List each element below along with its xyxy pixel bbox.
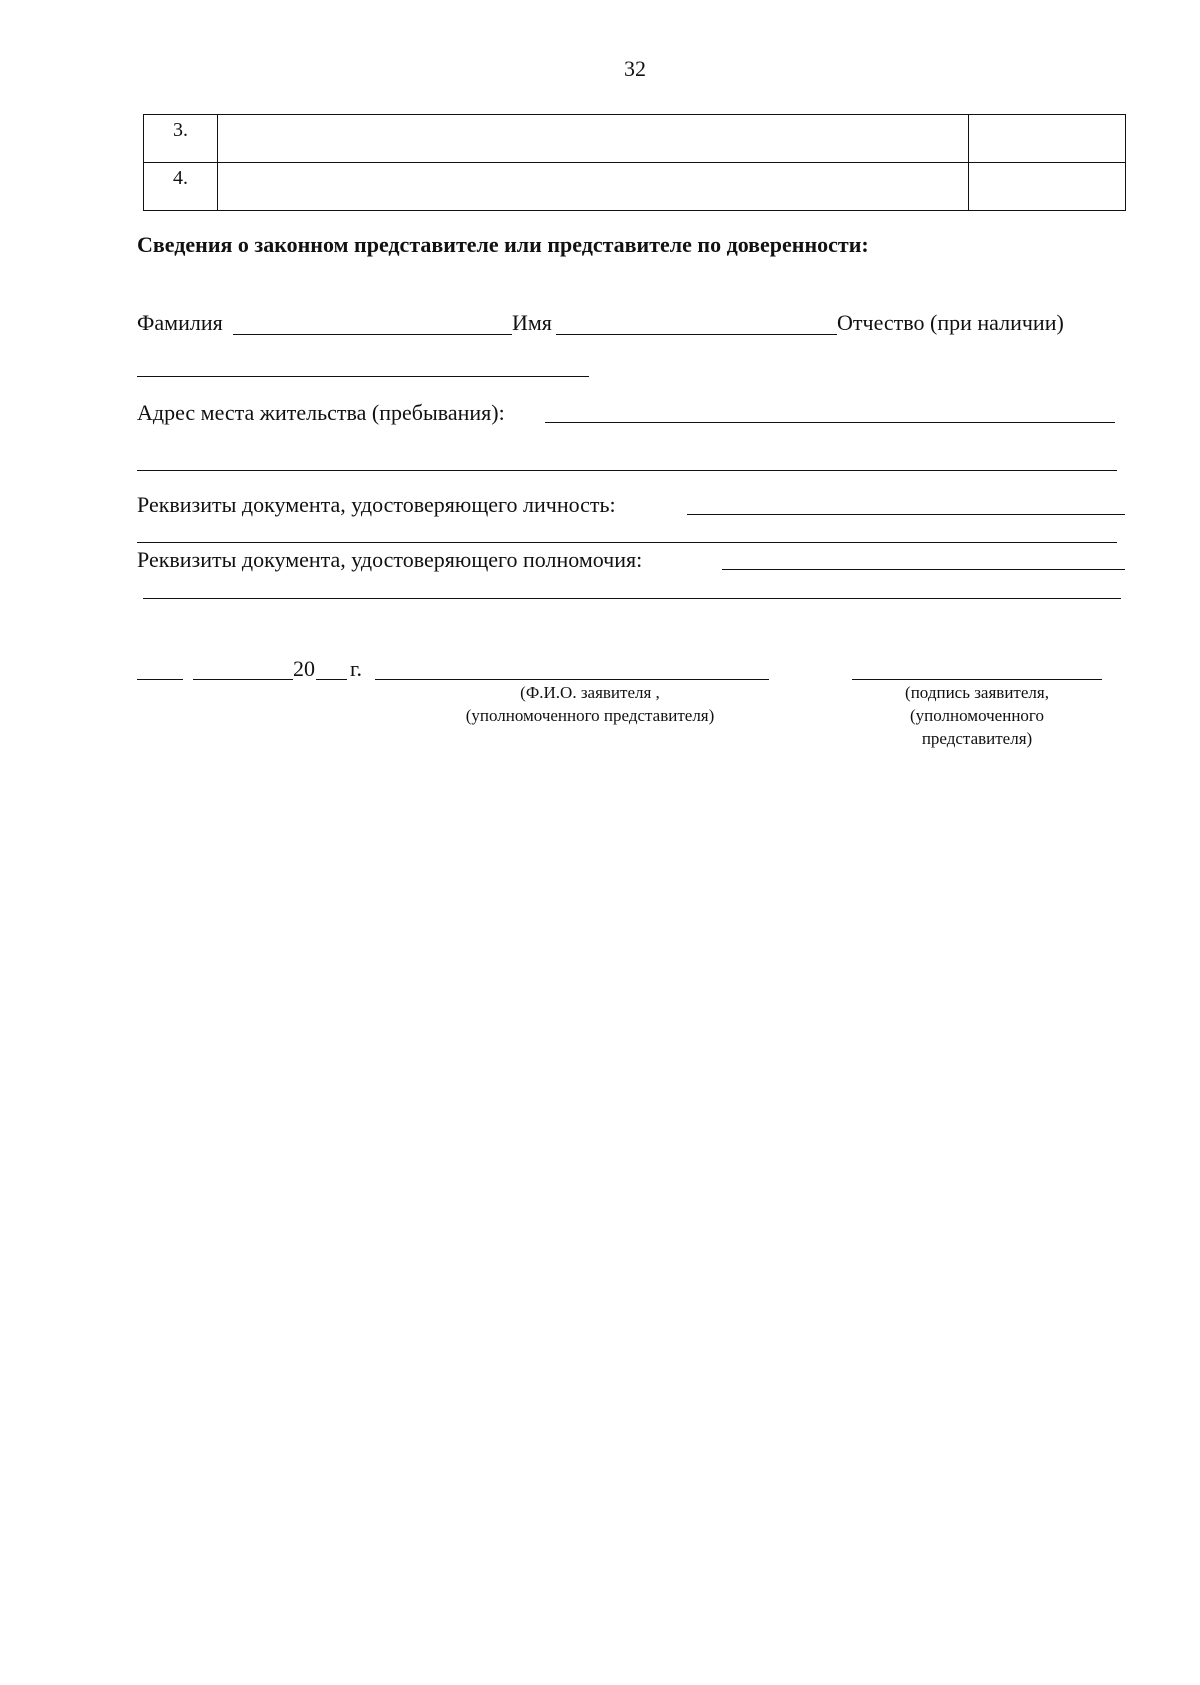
row-content-cell[interactable] [218, 163, 969, 211]
signature-field[interactable] [852, 679, 1102, 680]
date-day-field[interactable] [137, 679, 183, 680]
authority-doc-field-continuation[interactable] [143, 598, 1121, 599]
address-field[interactable] [545, 422, 1115, 423]
row-number: 4. [144, 163, 218, 211]
address-label: Адрес места жительства (пребывания): [137, 400, 505, 425]
identity-doc-label: Реквизиты документа, удостоверяющего личность: [137, 492, 616, 517]
date-month-field[interactable] [193, 679, 293, 680]
fio-caption-line2: (уполномоченного представителя) [465, 706, 715, 725]
identity-doc-field-continuation[interactable] [137, 542, 1117, 543]
signature-caption-line3: представителя) [921, 729, 1033, 748]
authority-doc-field[interactable] [722, 569, 1125, 570]
row-value-cell[interactable] [969, 115, 1126, 163]
signature-caption-line2: (уполномоченного [910, 706, 1044, 725]
patronymic-label: Отчество (при наличии) [837, 310, 1064, 335]
row-content-cell[interactable] [218, 115, 969, 163]
identity-doc-field[interactable] [687, 514, 1125, 515]
page-number: 32 [624, 56, 646, 81]
fio-field[interactable] [375, 679, 769, 680]
date-year-field[interactable] [316, 679, 347, 680]
table-row [144, 115, 1126, 163]
surname-label: Фамилия [137, 310, 223, 335]
patronymic-field[interactable] [137, 376, 589, 377]
signature-caption-line1: (подпись заявителя, [905, 683, 1049, 702]
table-row [144, 163, 1126, 211]
row-value-cell[interactable] [969, 163, 1126, 211]
fio-caption-line1: (Ф.И.О. заявителя , [520, 683, 660, 702]
address-field-continuation[interactable] [137, 470, 1117, 471]
row-number: 3. [144, 115, 218, 163]
date-year-suffix: г. [350, 656, 363, 681]
date-year-prefix: 20 [293, 656, 315, 681]
name-label: Имя [512, 310, 552, 335]
name-field[interactable] [556, 334, 837, 335]
surname-field[interactable] [233, 334, 512, 335]
section-heading: Сведения о законном представителе или представителе по доверенности: [137, 232, 869, 257]
authority-doc-label: Реквизиты документа, удостоверяющего полномочия: [137, 547, 643, 572]
form-table [143, 114, 1126, 211]
